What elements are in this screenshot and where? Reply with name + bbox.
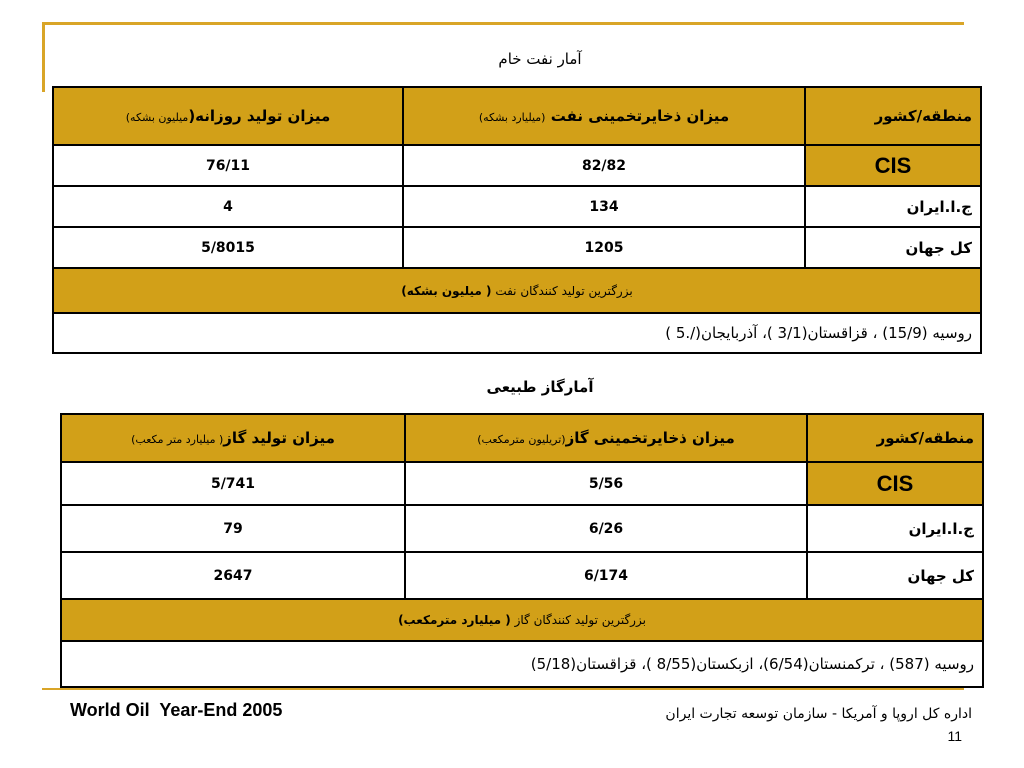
gas-table-title: آمارگاز طبیعی	[486, 378, 594, 396]
page-number: 11	[947, 728, 962, 744]
gas-header-row	[61, 414, 983, 462]
gas-row-production: 5/741	[61, 462, 405, 505]
oil-header-production: میزان تولید روزانه(میلیون بشکه)	[53, 87, 403, 145]
gas-row-production: 2647	[61, 552, 405, 599]
gas-row-region: ج.ا.ایران	[807, 505, 983, 552]
oil-table	[52, 86, 982, 354]
oil-header-region: منطقه/کشور	[805, 87, 981, 145]
gas-row-reserves: 6/174	[405, 552, 807, 599]
gas-row-world	[61, 552, 983, 599]
oil-row-production: 76/11	[53, 145, 403, 186]
oil-header-reserves: میزان ذخایرتخمینی نفت (میلیارد بشکه)	[403, 87, 805, 145]
oil-row-reserves: 134	[403, 186, 805, 227]
gas-row-region: کل جهان	[807, 552, 983, 599]
oil-producers-list: روسیه (15/9) ، قزاقستان(3/1 )، آذربایجان(/.5 )	[53, 313, 981, 353]
oil-row-production: 4	[53, 186, 403, 227]
oil-row-reserves: 1205	[403, 227, 805, 268]
gas-header-reserves: میزان ذخایرتخمینی گاز(تریلیون مترمکعب)	[405, 414, 807, 462]
oil-row-reserves: 82/82	[403, 145, 805, 186]
gas-producers-band	[61, 599, 983, 641]
frame-left-line	[42, 22, 45, 92]
gas-header-region: منطقه/کشور	[807, 414, 983, 462]
gas-table	[60, 413, 984, 688]
gas-row-region: CIS	[807, 462, 983, 505]
oil-producers-row	[53, 313, 981, 353]
oil-row-region: ج.ا.ایران	[805, 186, 981, 227]
oil-row-cis	[53, 145, 981, 186]
source-footnote: World Oil Year-End 2005	[70, 700, 283, 720]
gas-producers-row	[61, 641, 983, 687]
organization-footnote: اداره کل اروپا و آمریکا - سازمان توسعه تجارت ایران	[665, 706, 972, 722]
gas-producers-label: بزرگترین تولید کنندگان گاز ( میلیارد مترمکعب)	[61, 599, 983, 641]
gas-row-iran	[61, 505, 983, 552]
gas-row-reserves: 6/26	[405, 505, 807, 552]
gas-row-production: 79	[61, 505, 405, 552]
oil-row-region: CIS	[805, 145, 981, 186]
oil-row-region: کل جهان	[805, 227, 981, 268]
gas-row-cis	[61, 462, 983, 505]
oil-producers-label: بزرگترین تولید کنندگان نفت ( میلیون بشکه)	[53, 268, 981, 313]
oil-producers-band	[53, 268, 981, 313]
oil-row-production: 5/8015	[53, 227, 403, 268]
oil-table-title: آمار نفت خام	[498, 50, 582, 68]
oil-row-world	[53, 227, 981, 268]
oil-header-row	[53, 87, 981, 145]
frame-bottom-line	[42, 688, 964, 690]
oil-row-iran	[53, 186, 981, 227]
gas-producers-list: روسیه (587) ، ترکمنستان(6/54)، ازبکستان(8/55 )، قزاقستان(5/18)	[61, 641, 983, 687]
gas-header-production: میزان تولید گاز( میلیارد متر مکعب)	[61, 414, 405, 462]
frame-top-line	[42, 22, 964, 25]
gas-row-reserves: 5/56	[405, 462, 807, 505]
